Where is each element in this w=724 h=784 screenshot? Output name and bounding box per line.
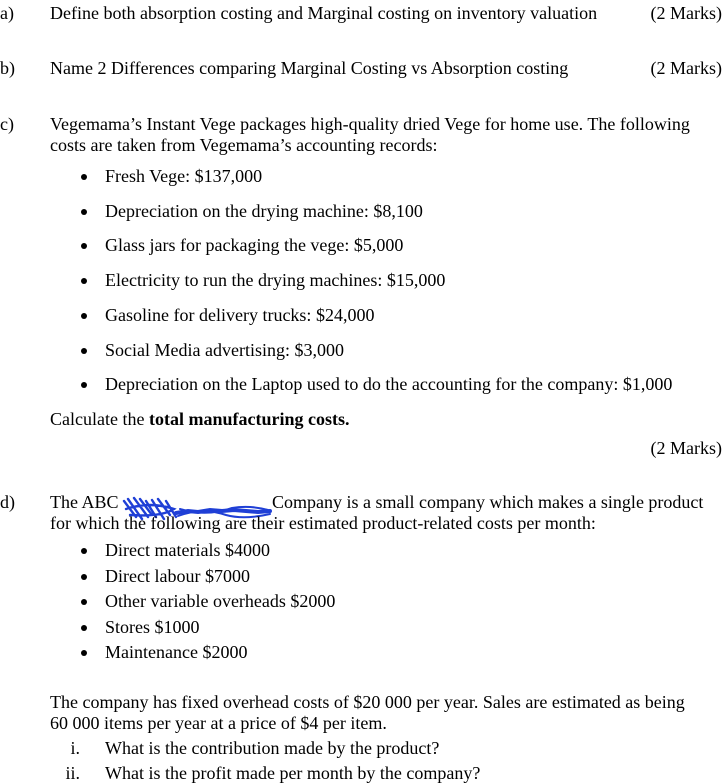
calc-prefix: Calculate the	[50, 409, 149, 429]
question-a-text: Define both absorption costing and Marginal costing on inventory valuation	[50, 3, 598, 23]
question-d-line1-prefix: The ABC	[50, 492, 119, 512]
list-item: Depreciation on the Laptop used to do the accounting for the company: $1,000	[105, 374, 673, 394]
list-item: Direct materials $4000	[105, 540, 270, 560]
subquestion-number: i.	[70, 738, 80, 758]
list-item: Fresh Vege: $137,000	[105, 166, 263, 186]
question-c-calc-instruction	[50, 408, 349, 430]
list-item: Direct labour $7000	[105, 566, 250, 586]
list-item: Maintenance $2000	[105, 642, 248, 662]
subquestion-text: What is the profit made per month by the company?	[105, 763, 481, 783]
list-item: Glass jars for packaging the vege: $5,000	[105, 235, 404, 255]
list-item: Other variable overheads $2000	[105, 591, 336, 611]
question-c-marks: (2 Marks)	[650, 438, 722, 458]
question-d-para-line2: 60 000 items per year at a price of $4 per item.	[50, 713, 387, 733]
question-b-label: b)	[0, 58, 15, 78]
question-c-intro-line2: costs are taken from Vegemama’s accounting records:	[50, 135, 438, 155]
question-d-line2: for which the following are their estimated product-related costs per month:	[50, 513, 596, 533]
list-item: Electricity to run the drying machines: $15,000	[105, 270, 446, 290]
list-item: Gasoline for delivery trucks: $24,000	[105, 305, 375, 325]
question-c-label: c)	[0, 114, 14, 134]
question-d-label: d)	[0, 492, 15, 512]
subquestion-text: What is the contribution made by the product?	[105, 738, 440, 758]
question-a-marks: (2 Marks)	[650, 3, 722, 23]
question-b-marks: (2 Marks)	[650, 58, 722, 78]
question-b-text: Name 2 Differences comparing Marginal Costing vs Absorption costing	[50, 58, 569, 78]
calc-bold: total manufacturing costs.	[148, 409, 350, 429]
question-d-para-line1: The company has fixed overhead costs of $20 000 per year. Sales are estimated as being	[50, 692, 685, 712]
list-item: Stores $1000	[105, 617, 200, 637]
subquestion-number: ii.	[65, 763, 80, 783]
question-d-line1-suffix: Company is a small company which makes a single product	[272, 492, 704, 512]
question-a-label: a)	[0, 3, 14, 23]
question-c-intro-line1: Vegemama’s Instant Vege packages high-quality dried Vege for home use. The following	[50, 114, 690, 134]
list-item: Depreciation on the drying machine: $8,100	[105, 201, 423, 221]
list-item: Social Media advertising: $3,000	[105, 340, 344, 360]
